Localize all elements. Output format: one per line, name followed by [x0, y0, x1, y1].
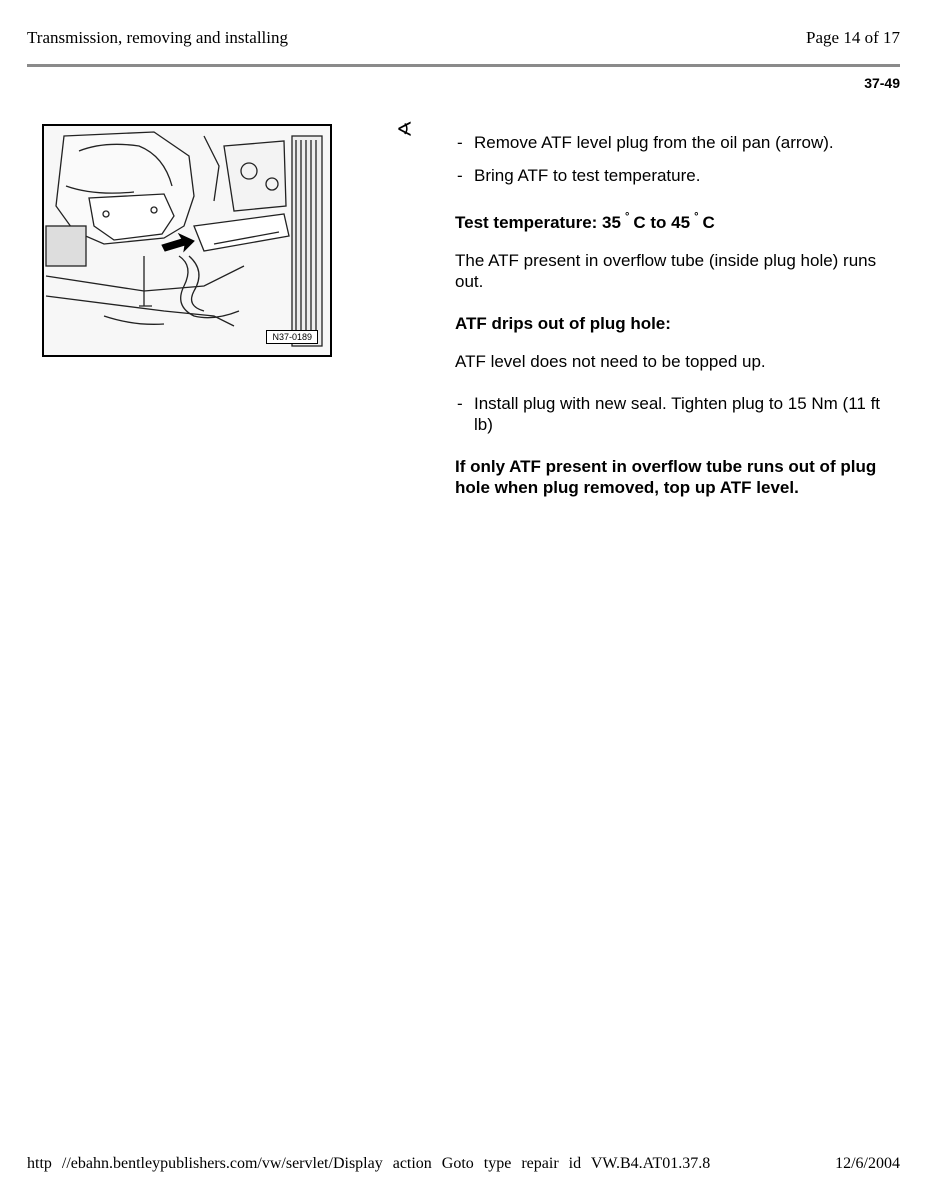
page-header-title: Transmission, removing and installing [27, 28, 288, 47]
list-dash: - [457, 394, 463, 413]
procedure-text [455, 132, 885, 498]
transmission-drawing [44, 126, 330, 355]
step-text: Bring ATF to test temperature. [474, 166, 701, 185]
test-temperature-heading: Test temperature: 35 ° C to 45 ° C [455, 211, 715, 232]
footer-date: 12/6/2004 [835, 1155, 900, 1172]
step-remove-plug [455, 132, 885, 153]
section-number: 37-49 [864, 75, 900, 91]
list-dash: - [457, 133, 463, 152]
step-install-plug [455, 393, 885, 435]
step-bring-temperature [455, 165, 885, 186]
header-divider [27, 64, 900, 67]
drips-heading: ATF drips out of plug hole: [455, 314, 671, 333]
transmission-illustration [42, 124, 332, 357]
pointer-arrow-icon: ∢ [396, 119, 413, 141]
list-dash: - [457, 166, 463, 185]
footer-url: http //ebahn.bentleypublishers.com/vw/servlet/Display action Goto type repair id VW.B4.AT01.37.8 [27, 1155, 711, 1172]
page-number: Page 14 of 17 [806, 28, 900, 47]
drips-text: ATF level does not need to be topped up. [455, 352, 766, 371]
overflow-text: The ATF present in overflow tube (inside plug hole) runs out. [455, 251, 877, 291]
step-text: Remove ATF level plug from the oil pan (arrow). [474, 133, 834, 152]
figure-label: N37-0189 [266, 330, 318, 344]
final-note: If only ATF present in overflow tube runs out of plug hole when plug removed, top up ATF level. [455, 457, 877, 497]
step-text: Install plug with new seal. Tighten plug to 15 Nm (11 ft lb) [474, 394, 881, 434]
